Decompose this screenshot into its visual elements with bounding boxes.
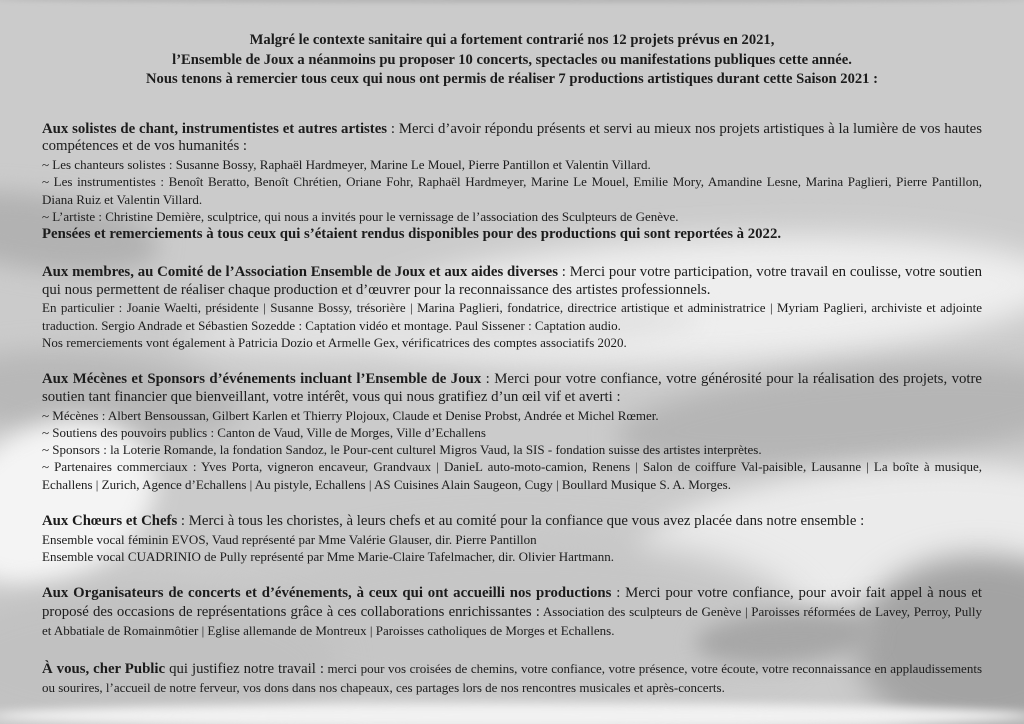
section-lead bbox=[42, 660, 982, 697]
section-lead bbox=[42, 121, 982, 156]
sections-list bbox=[42, 121, 982, 698]
detail-line: ~ Mécènes : Albert Bensoussan, Gilbert Karlen et Thierry Plojoux, Claude et Denise Probst, Andrée et Michel Rœmer. bbox=[42, 407, 659, 423]
section-intro: qui justifiez notre travail : bbox=[169, 661, 324, 678]
detail-line: Ensemble vocal féminin EVOS, Vaud représenté par Mme Valérie Glauser, dir. Pierre Pantillon bbox=[42, 531, 537, 547]
detail-line: ~ Les chanteurs solistes : Susanne Bossy, Raphaël Hardmeyer, Marine Le Mouel, Pierre Pantillon et Valentin Villard. bbox=[42, 156, 651, 172]
section-mecenes-sponsors bbox=[42, 371, 982, 493]
section-organisateurs bbox=[42, 585, 982, 640]
section-separator: : bbox=[558, 263, 570, 280]
section-title: Aux solistes de chant, instrumentistes et autres artistes bbox=[42, 120, 388, 137]
detail-line: ~ Soutiens des pouvoirs publics : Canton de Vaud, Ville de Morges, Ville d’Echallens bbox=[42, 424, 486, 440]
section-title: Aux Organisateurs de concerts et d’événements, à ceux qui ont accueilli nos productions bbox=[42, 585, 612, 602]
section-tail: Association des sculpteurs de Genève | Paroisses réformées de Lavey, Perroy, Pully et Abbatiale de Romainmôtier | Eglise allemande de Montreux | Paroisses catholiques de Morges et Echallens. bbox=[42, 603, 982, 638]
detail-line: ~ Les instrumentistes : Benoît Beratto, Benoît Chrétien, Oriane Fohr, Raphaël Hardmeyer, Marine Le Mouel, Emilie Mory, Amandine Lesne, Marina Paglieri, Pierre Pantillon, Diana Ruiz et Valentin Villard. bbox=[42, 174, 982, 207]
section-separator: : bbox=[387, 120, 399, 137]
section-public bbox=[42, 660, 982, 697]
section-separator: : bbox=[177, 512, 189, 529]
section-title: À vous, cher Public bbox=[42, 661, 166, 678]
header-line: Nous tenons à remercier tous ceux qui nous ont permis de réaliser 7 productions artistiques durant cette Saison 2021 : bbox=[146, 71, 878, 87]
section-separator: : bbox=[481, 371, 495, 388]
intro-header bbox=[42, 31, 982, 90]
section-solistes bbox=[42, 121, 982, 244]
section-separator: : bbox=[611, 585, 626, 602]
section-intro: Merci pour votre confiance, votre générosité pour la réalisation des projets, votre soutien tant financier que bienveillant, votre intérêt, vous qui nous gratifiez d’un œil vif et averti : bbox=[42, 371, 982, 405]
detail-line: ~ L’artiste : Christine Demière, sculptrice, qui nous a invités pour le vernissage de l’association des Sculpteurs de Genève. bbox=[42, 208, 679, 224]
section-intro: Merci pour votre participation, votre travail en coulisse, votre soutien qui nous permettent de réaliser chaque production et d’œuvrer pour la reconnaissance des artistes professionnels. bbox=[42, 263, 982, 298]
section-membres bbox=[42, 264, 982, 351]
section-note: Pensées et remerciements à tous ceux qui s’étaient rendus disponibles pour des productions qui sont reportées à 2022. bbox=[42, 226, 782, 243]
section-lead bbox=[42, 513, 982, 531]
header-line: l’Ensemble de Joux a néanmoins pu proposer 10 concerts, spectacles ou manifestations publiques cette année. bbox=[172, 51, 852, 68]
section-lead bbox=[42, 371, 982, 406]
detail-line: ~ Partenaires commerciaux : Yves Porta, vigneron encaveur, Grandvaux | DanieL auto-moto-camion, Renens | Salon de coiffure Val-paisible, Lausanne | La boîte à musique, Echallens | Zurich, Agence d’Echallens | Au pistyle, Echallens | AS Cuisines Alain Saugeon, Cugy | Boullard Musique S. A. Morges. bbox=[42, 459, 982, 492]
section-intro: Merci à tous les choristes, à leurs chefs et au comité pour la confiance que vous avez placée dans notre ensemble : bbox=[188, 512, 865, 529]
section-lead bbox=[42, 585, 982, 640]
section-title: Aux Mécènes et Sponsors d’événements incluant l’Ensemble de Joux bbox=[42, 371, 482, 388]
detail-line: En particulier : Joanie Waelti, présidente | Susanne Bossy, trésorière | Marina Paglieri, fondatrice, directrice artistique et administratrice | Myriam Paglieri, archiviste et adjointe traduction. Sergio Andrade et Sébastien Sozedde : Captation vidéo et montage. Paul Sissener : Captation audio. bbox=[42, 300, 982, 333]
section-tail: merci pour vos croisées de chemins, votre confiance, votre présence, votre écoute, votre reconnaissance en applaudissements ou sourires, l’accueil de notre ferveur, vos dons dans nos chapeaux, ces partages lors de nos rencontres musicales et après-concerts. bbox=[42, 661, 982, 696]
detail-line: ~ Sponsors : la Loterie Romande, la fondation Sandoz, le Pour-cent culturel Migros Vaud, la SIS - fondation suisse des artistes interprètes. bbox=[42, 442, 762, 458]
section-intro: Merci d’avoir répondu présents et servi au mieux nos projets artistiques à la lumière de vos hautes compétences et de vos humanités : bbox=[42, 120, 983, 155]
section-choeurs-chefs bbox=[42, 513, 982, 565]
section-intro: Merci pour votre confiance, pour avoir fait appel à nous et proposé des occasions de représentations grâce à ces collaborations enrichissantes : bbox=[42, 585, 983, 620]
header-line: Malgré le contexte sanitaire qui a fortement contrarié nos 12 projets prévus en 2021, bbox=[249, 32, 775, 48]
section-title: Aux membres, au Comité de l’Association Ensemble de Joux et aux aides diverses bbox=[42, 263, 558, 280]
detail-line: Ensemble vocal CUADRINIO de Pully représenté par Mme Marie-Claire Tafelmacher, dir. Olivier Hartmann. bbox=[42, 548, 614, 564]
section-title: Aux Chœurs et Chefs bbox=[42, 512, 178, 529]
section-lead bbox=[42, 264, 982, 299]
detail-line: Nos remerciements vont également à Patricia Dozio et Armelle Gex, vérificatrices des comptes associatifs 2020. bbox=[42, 334, 627, 350]
